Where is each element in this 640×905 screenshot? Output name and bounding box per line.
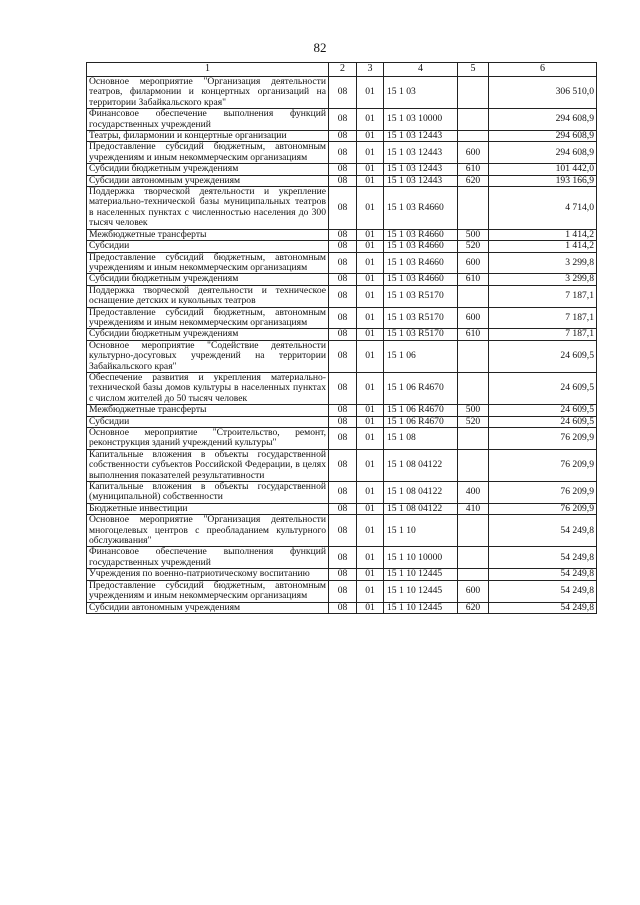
table-row xyxy=(87,372,597,404)
amount-cell: 294 608,9 xyxy=(489,142,597,164)
amount-cell: 294 608,9 xyxy=(489,131,597,142)
table-row xyxy=(87,109,597,131)
row-name-cell: Капитальные вложения в объекты государственной (муниципальной) собственности xyxy=(87,482,329,504)
table-header-row xyxy=(87,63,597,77)
amount-cell: 24 609,5 xyxy=(489,416,597,427)
expense-type-cell: 500 xyxy=(458,229,489,240)
section-code-cell: 08 xyxy=(329,252,357,274)
section-code-cell: 08 xyxy=(329,229,357,240)
section-code-cell: 08 xyxy=(329,580,357,602)
expense-type-cell: 600 xyxy=(458,580,489,602)
expense-type-cell: 600 xyxy=(458,142,489,164)
section-code-cell: 08 xyxy=(329,405,357,416)
expense-type-cell: 610 xyxy=(458,329,489,340)
subsection-code-cell: 01 xyxy=(357,547,384,569)
row-name-cell: Субсидии автономным учреждениям xyxy=(87,175,329,186)
target-article-cell: 15 1 03 R4660 xyxy=(384,229,458,240)
expense-type-cell xyxy=(458,569,489,580)
subsection-code-cell: 01 xyxy=(357,175,384,186)
amount-cell: 24 609,5 xyxy=(489,372,597,404)
subsection-code-cell: 01 xyxy=(357,109,384,131)
expense-type-cell xyxy=(458,340,489,372)
table-row xyxy=(87,241,597,252)
expense-type-cell: 500 xyxy=(458,405,489,416)
subsection-code-cell: 01 xyxy=(357,569,384,580)
expense-type-cell xyxy=(458,77,489,109)
budget-table xyxy=(86,62,597,614)
table-row xyxy=(87,131,597,142)
expense-type-cell xyxy=(458,187,489,230)
section-code-cell: 08 xyxy=(329,428,357,450)
target-article-cell: 15 1 06 R4670 xyxy=(384,372,458,404)
section-code-cell: 08 xyxy=(329,340,357,372)
row-name-cell: Бюджетные инвестиции xyxy=(87,503,329,514)
amount-cell: 3 299,8 xyxy=(489,274,597,285)
target-article-cell: 15 1 08 04122 xyxy=(384,449,458,481)
table-row xyxy=(87,229,597,240)
target-article-cell: 15 1 03 10000 xyxy=(384,109,458,131)
table-row xyxy=(87,515,597,547)
column-header: 2 xyxy=(329,63,357,77)
subsection-code-cell: 01 xyxy=(357,77,384,109)
target-article-cell: 15 1 06 xyxy=(384,340,458,372)
section-code-cell: 08 xyxy=(329,482,357,504)
amount-cell: 101 442,0 xyxy=(489,164,597,175)
amount-cell: 7 187,1 xyxy=(489,285,597,307)
expense-type-cell xyxy=(458,428,489,450)
table-row xyxy=(87,77,597,109)
section-code-cell: 08 xyxy=(329,285,357,307)
amount-cell: 294 608,9 xyxy=(489,109,597,131)
amount-cell: 1 414,2 xyxy=(489,229,597,240)
section-code-cell: 08 xyxy=(329,515,357,547)
expense-type-cell: 600 xyxy=(458,307,489,329)
amount-cell: 54 249,8 xyxy=(489,515,597,547)
expense-type-cell: 600 xyxy=(458,252,489,274)
table-body xyxy=(87,77,597,614)
column-header: 6 xyxy=(489,63,597,77)
section-code-cell: 08 xyxy=(329,77,357,109)
row-name-cell: Предоставление субсидий бюджетным, автономным учреждениям и иным некоммерческим организациям xyxy=(87,142,329,164)
section-code-cell: 08 xyxy=(329,329,357,340)
row-name-cell: Предоставление субсидий бюджетным, автономным учреждениям и иным некоммерческим организациям xyxy=(87,307,329,329)
section-code-cell: 08 xyxy=(329,449,357,481)
page-number: 82 xyxy=(313,40,327,55)
table-row xyxy=(87,274,597,285)
row-name-cell: Финансовое обеспечение выполнения функций государственных учреждений xyxy=(87,109,329,131)
table-row xyxy=(87,602,597,613)
table-row xyxy=(87,307,597,329)
subsection-code-cell: 01 xyxy=(357,416,384,427)
target-article-cell: 15 1 08 xyxy=(384,428,458,450)
subsection-code-cell: 01 xyxy=(357,602,384,613)
target-article-cell: 15 1 03 12443 xyxy=(384,142,458,164)
section-code-cell: 08 xyxy=(329,142,357,164)
expense-type-cell: 610 xyxy=(458,274,489,285)
subsection-code-cell: 01 xyxy=(357,372,384,404)
row-name-cell: Субсидии бюджетным учреждениям xyxy=(87,164,329,175)
target-article-cell: 15 1 06 R4670 xyxy=(384,416,458,427)
row-name-cell: Поддержка творческой деятельности и укрепление материально-технической базы муниципальных театров в населенных пунктах с численностью населения до 300 тысяч человек xyxy=(87,187,329,230)
target-article-cell: 15 1 10 12445 xyxy=(384,569,458,580)
amount-cell: 54 249,8 xyxy=(489,580,597,602)
amount-cell: 193 166,9 xyxy=(489,175,597,186)
row-name-cell: Основное мероприятие "Организация деятельности многоцелевых центров с преобладанием культурного обслуживания" xyxy=(87,515,329,547)
expense-type-cell: 610 xyxy=(458,164,489,175)
amount-cell: 54 249,8 xyxy=(489,602,597,613)
subsection-code-cell: 01 xyxy=(357,329,384,340)
row-name-cell: Субсидии бюджетным учреждениям xyxy=(87,329,329,340)
target-article-cell: 15 1 03 12443 xyxy=(384,175,458,186)
amount-cell: 1 414,2 xyxy=(489,241,597,252)
target-article-cell: 15 1 03 R4660 xyxy=(384,274,458,285)
row-name-cell: Субсидии автономным учреждениям xyxy=(87,602,329,613)
table-row xyxy=(87,142,597,164)
row-name-cell: Предоставление субсидий бюджетным, автономным учреждениям и иным некоммерческим организациям xyxy=(87,580,329,602)
row-name-cell: Субсидии xyxy=(87,241,329,252)
section-code-cell: 08 xyxy=(329,416,357,427)
amount-cell: 76 209,9 xyxy=(489,428,597,450)
amount-cell: 7 187,1 xyxy=(489,329,597,340)
subsection-code-cell: 01 xyxy=(357,252,384,274)
target-article-cell: 15 1 03 R5170 xyxy=(384,329,458,340)
table-row xyxy=(87,482,597,504)
expense-type-cell xyxy=(458,109,489,131)
row-name-cell: Учреждения по военно-патриотическому воспитанию xyxy=(87,569,329,580)
subsection-code-cell: 01 xyxy=(357,229,384,240)
section-code-cell: 08 xyxy=(329,602,357,613)
subsection-code-cell: 01 xyxy=(357,503,384,514)
section-code-cell: 08 xyxy=(329,131,357,142)
row-name-cell: Субсидии xyxy=(87,416,329,427)
expense-type-cell xyxy=(458,547,489,569)
target-article-cell: 15 1 10 12445 xyxy=(384,602,458,613)
table-row xyxy=(87,175,597,186)
amount-cell: 3 299,8 xyxy=(489,252,597,274)
row-name-cell: Обеспечение развития и укрепления материально-технической базы домов культуры в населенных пунктах с числом жителей до 50 тысяч человек xyxy=(87,372,329,404)
subsection-code-cell: 01 xyxy=(357,515,384,547)
subsection-code-cell: 01 xyxy=(357,187,384,230)
subsection-code-cell: 01 xyxy=(357,482,384,504)
row-name-cell: Капитальные вложения в объекты государственной собственности субъектов Российской Федерации, в целях выполнения показателей результативности xyxy=(87,449,329,481)
row-name-cell: Основное мероприятие "Строительство, ремонт, реконструкция зданий учреждений культуры" xyxy=(87,428,329,450)
section-code-cell: 08 xyxy=(329,547,357,569)
table-row xyxy=(87,503,597,514)
amount-cell: 76 209,9 xyxy=(489,503,597,514)
table-row xyxy=(87,164,597,175)
expense-type-cell: 400 xyxy=(458,482,489,504)
section-code-cell: 08 xyxy=(329,274,357,285)
table-row xyxy=(87,416,597,427)
row-name-cell: Предоставление субсидий бюджетным, автономным учреждениям и иным некоммерческим организациям xyxy=(87,252,329,274)
section-code-cell: 08 xyxy=(329,175,357,186)
target-article-cell: 15 1 03 12443 xyxy=(384,164,458,175)
target-article-cell: 15 1 03 12443 xyxy=(384,131,458,142)
target-article-cell: 15 1 03 R4660 xyxy=(384,252,458,274)
section-code-cell: 08 xyxy=(329,372,357,404)
expense-type-cell: 620 xyxy=(458,175,489,186)
expense-type-cell xyxy=(458,372,489,404)
subsection-code-cell: 01 xyxy=(357,340,384,372)
row-name-cell: Финансовое обеспечение выполнения функций государственных учреждений xyxy=(87,547,329,569)
expense-type-cell: 410 xyxy=(458,503,489,514)
table-row xyxy=(87,329,597,340)
table-row xyxy=(87,547,597,569)
amount-cell: 7 187,1 xyxy=(489,307,597,329)
column-header: 3 xyxy=(357,63,384,77)
target-article-cell: 15 1 06 R4670 xyxy=(384,405,458,416)
expense-type-cell: 520 xyxy=(458,416,489,427)
subsection-code-cell: 01 xyxy=(357,449,384,481)
table-row xyxy=(87,340,597,372)
target-article-cell: 15 1 03 R5170 xyxy=(384,285,458,307)
expense-type-cell xyxy=(458,285,489,307)
subsection-code-cell: 01 xyxy=(357,285,384,307)
target-article-cell: 15 1 10 10000 xyxy=(384,547,458,569)
table-row xyxy=(87,449,597,481)
subsection-code-cell: 01 xyxy=(357,307,384,329)
expense-type-cell xyxy=(458,515,489,547)
subsection-code-cell: 01 xyxy=(357,428,384,450)
amount-cell: 76 209,9 xyxy=(489,482,597,504)
section-code-cell: 08 xyxy=(329,569,357,580)
target-article-cell: 15 1 03 R5170 xyxy=(384,307,458,329)
table-row xyxy=(87,285,597,307)
amount-cell: 306 510,0 xyxy=(489,77,597,109)
section-code-cell: 08 xyxy=(329,241,357,252)
column-header: 4 xyxy=(384,63,458,77)
subsection-code-cell: 01 xyxy=(357,164,384,175)
table-row xyxy=(87,580,597,602)
subsection-code-cell: 01 xyxy=(357,580,384,602)
subsection-code-cell: 01 xyxy=(357,131,384,142)
row-name-cell: Межбюджетные трансферты xyxy=(87,405,329,416)
row-name-cell: Межбюджетные трансферты xyxy=(87,229,329,240)
row-name-cell: Субсидии бюджетным учреждениям xyxy=(87,274,329,285)
expense-type-cell: 620 xyxy=(458,602,489,613)
amount-cell: 54 249,8 xyxy=(489,569,597,580)
table-row xyxy=(87,405,597,416)
target-article-cell: 15 1 03 R4660 xyxy=(384,187,458,230)
row-name-cell: Основное мероприятие "Содействие деятельности культурно-досуговых учреждений на территории Забайкальского края" xyxy=(87,340,329,372)
expense-type-cell: 520 xyxy=(458,241,489,252)
amount-cell: 4 714,0 xyxy=(489,187,597,230)
row-name-cell: Поддержка творческой деятельности и техническое оснащение детских и кукольных театров xyxy=(87,285,329,307)
table-row xyxy=(87,569,597,580)
target-article-cell: 15 1 10 xyxy=(384,515,458,547)
target-article-cell: 15 1 03 xyxy=(384,77,458,109)
subsection-code-cell: 01 xyxy=(357,142,384,164)
target-article-cell: 15 1 08 04122 xyxy=(384,482,458,504)
table-row xyxy=(87,428,597,450)
subsection-code-cell: 01 xyxy=(357,405,384,416)
amount-cell: 76 209,9 xyxy=(489,449,597,481)
amount-cell: 24 609,5 xyxy=(489,340,597,372)
section-code-cell: 08 xyxy=(329,307,357,329)
table-row xyxy=(87,252,597,274)
expense-type-cell xyxy=(458,449,489,481)
subsection-code-cell: 01 xyxy=(357,241,384,252)
amount-cell: 24 609,5 xyxy=(489,405,597,416)
section-code-cell: 08 xyxy=(329,164,357,175)
section-code-cell: 08 xyxy=(329,503,357,514)
expense-type-cell xyxy=(458,131,489,142)
target-article-cell: 15 1 03 R4660 xyxy=(384,241,458,252)
amount-cell: 54 249,8 xyxy=(489,547,597,569)
target-article-cell: 15 1 10 12445 xyxy=(384,580,458,602)
column-header: 5 xyxy=(458,63,489,77)
target-article-cell: 15 1 08 04122 xyxy=(384,503,458,514)
subsection-code-cell: 01 xyxy=(357,274,384,285)
section-code-cell: 08 xyxy=(329,109,357,131)
table-row xyxy=(87,187,597,230)
row-name-cell: Театры, филармонии и концертные организации xyxy=(87,131,329,142)
section-code-cell: 08 xyxy=(329,187,357,230)
column-header: 1 xyxy=(87,63,329,77)
row-name-cell: Основное мероприятие "Организация деятельности театров, филармонии и концертных организаций на территории Забайкальского края" xyxy=(87,77,329,109)
